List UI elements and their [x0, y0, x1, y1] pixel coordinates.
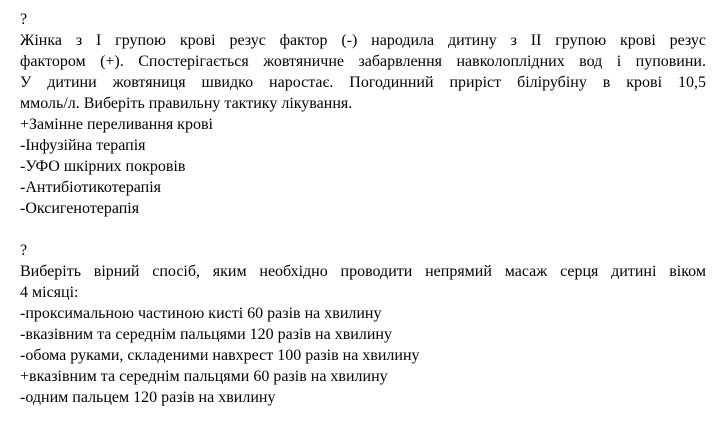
question-text-line: Виберіть вірний спосіб, яким необхідно проводити непрямий масаж серця дитині віком	[20, 263, 706, 280]
answer-option: -проксимальною частиною кисті 60 разів на хвилину	[20, 305, 382, 322]
answer-option: -обома руками, складеними навхрест 100 разів на хвилину	[20, 347, 420, 364]
answer-option: -одним пальцем 120 разів на хвилину	[20, 389, 276, 406]
question-marker: ?	[20, 242, 28, 259]
blank-line	[20, 219, 706, 240]
question-marker: ?	[20, 11, 28, 28]
question-text-line: У дитини жовтяниця швидко наростає. Погодинний приріст білірубіну в крові 10,5	[20, 74, 706, 91]
question-text-line: ммоль/л. Виберіть правильну тактику лікування.	[20, 95, 353, 112]
question-text-line: фактором (+). Спостерігається жовтяничне забарвлення навколоплідних вод і пуповини.	[20, 53, 706, 70]
answer-option: -Антибіотикотерапія	[20, 179, 162, 196]
answer-option: -Оксигенотерапія	[20, 200, 140, 217]
answer-option: -УФО шкірних покровів	[20, 158, 186, 175]
question-text-line: 4 місяці:	[20, 284, 79, 301]
answer-option: +вказівним та середнім пальцями 60 разів на хвилину	[20, 368, 388, 385]
question-text-line: Жінка з I групою крові резус фактор (-) народила дитину з II групою крові резус	[20, 32, 706, 49]
document-page	[20, 9, 706, 408]
question-block-1	[20, 9, 706, 219]
question-block-2	[20, 240, 706, 408]
answer-option: +Замінне переливання крові	[20, 116, 213, 133]
answer-option: -вказівним та середнім пальцями 120 разів на хвилину	[20, 326, 392, 343]
answer-option: -Інфузійна терапія	[20, 137, 146, 154]
